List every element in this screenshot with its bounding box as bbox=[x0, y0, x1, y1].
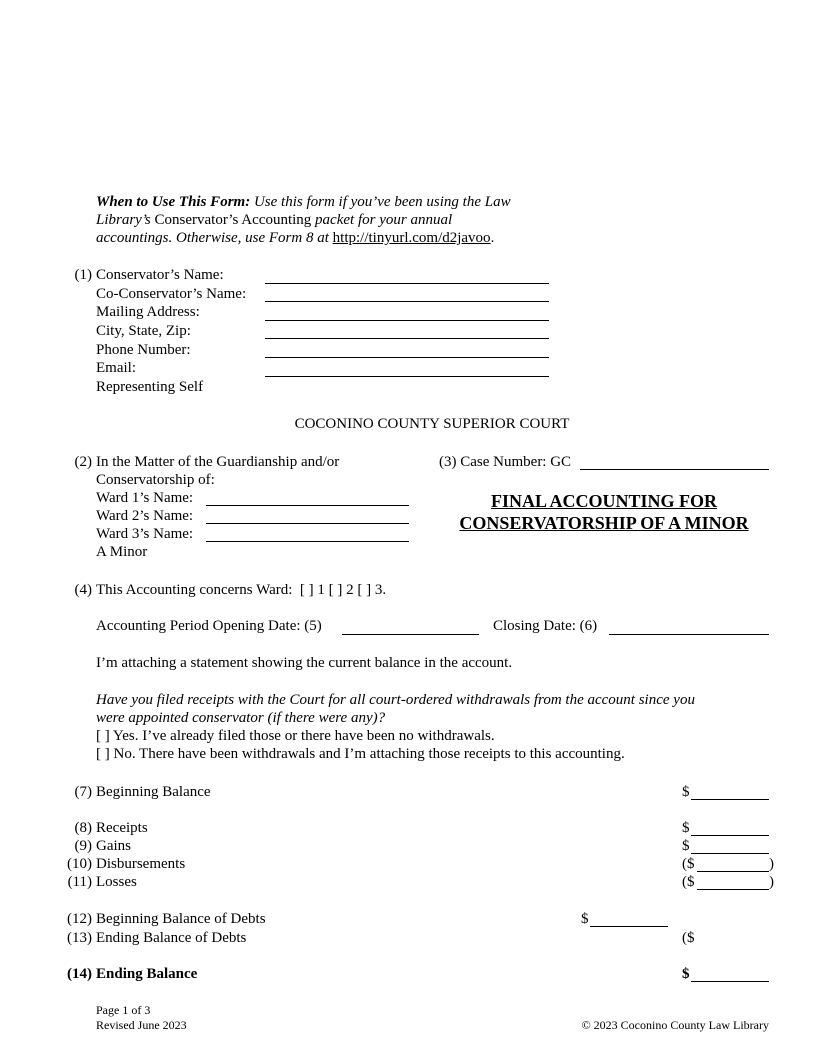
ledger-number-13: (13) bbox=[67, 930, 92, 946]
form-8-link[interactable]: http://tinyurl.com/d2javoo bbox=[332, 230, 491, 246]
ending-balance-field[interactable] bbox=[691, 981, 769, 982]
ending-balance-prefix: $ bbox=[682, 966, 690, 982]
court-name: COCONINO COUNTY SUPERIOR COURT bbox=[294, 416, 570, 432]
matter-line-2: Conservatorship of: bbox=[96, 472, 215, 488]
ending-debts-label: Ending Balance of Debts bbox=[96, 930, 247, 946]
instructions-line-2 bbox=[96, 211, 452, 229]
ledger-number-7: (7) bbox=[74, 784, 92, 800]
ledger-number-9: (9) bbox=[74, 838, 92, 854]
ward-select-checkboxes[interactable]: [ ] 1 [ ] 2 [ ] 3. bbox=[299, 582, 387, 598]
receipts-label: Receipts bbox=[96, 820, 148, 836]
section-number-1: (1) bbox=[74, 267, 92, 283]
receipts-question-line-1: Have you filed receipts with the Court for all court-ordered withdrawals from the account since you bbox=[96, 692, 695, 708]
gains-field[interactable] bbox=[691, 853, 769, 854]
ledger-number-10: (10) bbox=[67, 856, 92, 872]
ledger-number-12: (12) bbox=[67, 911, 92, 927]
city-state-zip-field[interactable] bbox=[265, 338, 549, 339]
instructions-text-2c: packet for your annual bbox=[311, 212, 453, 228]
losses-field[interactable] bbox=[697, 889, 769, 890]
beginning-debts-field[interactable] bbox=[590, 926, 668, 927]
section-number-4: (4) bbox=[74, 582, 92, 598]
form-title-line-2: CONSERVATORSHIP OF A MINOR bbox=[459, 513, 749, 533]
disbursements-label: Disbursements bbox=[96, 856, 186, 872]
receipts-field[interactable] bbox=[691, 835, 769, 836]
beginning-balance-label: Beginning Balance bbox=[96, 784, 211, 800]
instructions-text-2a: Library’s bbox=[96, 212, 155, 228]
ward-2-label: Ward 2’s Name: bbox=[96, 508, 194, 524]
statement-text: I’m attaching a statement showing the current balance in the account. bbox=[96, 655, 513, 671]
losses-label: Losses bbox=[96, 874, 137, 890]
closing-date-label: Closing Date: (6) bbox=[493, 618, 598, 634]
ledger-number-8: (8) bbox=[74, 820, 92, 836]
beginning-balance-field[interactable] bbox=[691, 799, 769, 800]
receipts-prefix: $ bbox=[682, 820, 690, 836]
instructions-text-1: Use this form if you’ve been using the Law bbox=[250, 194, 511, 210]
ward-select-label: This Accounting concerns Ward: bbox=[96, 582, 293, 598]
instructions-text-3: accountings. Otherwise, use Form 8 at bbox=[96, 230, 333, 246]
form-title-line-1: FINAL ACCOUNTING FOR bbox=[490, 491, 718, 511]
co-conservator-name-label: Co-Conservator’s Name: bbox=[96, 286, 247, 302]
copyright: © 2023 Coconino County Law Library bbox=[581, 1018, 769, 1032]
losses-prefix: ($ bbox=[682, 874, 695, 890]
page-number: Page 1 of 3 bbox=[96, 1003, 151, 1017]
conservator-name-field[interactable] bbox=[265, 283, 549, 284]
mailing-address-label: Mailing Address: bbox=[96, 304, 200, 320]
mailing-address-field[interactable] bbox=[265, 320, 549, 321]
instructions-lead: When to Use This Form: bbox=[96, 194, 251, 210]
receipts-option-yes[interactable]: [ ] Yes. I’ve already filed those or there have been no withdrawals. bbox=[96, 728, 495, 744]
case-number-field[interactable] bbox=[580, 469, 769, 470]
ending-balance-label: Ending Balance bbox=[96, 966, 198, 982]
disbursements-suffix: ) bbox=[769, 856, 774, 872]
ward-1-label: Ward 1’s Name: bbox=[96, 490, 194, 506]
opening-date-label: Accounting Period Opening Date: (5) bbox=[96, 618, 322, 634]
a-minor-label: A Minor bbox=[96, 544, 148, 560]
conservator-name-label: Conservator’s Name: bbox=[96, 267, 224, 283]
instructions-text-3-end: . bbox=[490, 230, 495, 246]
instructions-line-3 bbox=[96, 229, 494, 247]
closing-date-field[interactable] bbox=[609, 634, 769, 635]
receipts-option-no[interactable]: [ ] No. There have been withdrawals and I’m attaching those receipts to this accounting. bbox=[96, 746, 625, 762]
ward-select bbox=[96, 581, 386, 599]
ledger-number-11: (11) bbox=[67, 874, 92, 890]
ending-debts-prefix: ($ bbox=[682, 930, 695, 946]
beginning-balance-prefix: $ bbox=[682, 784, 690, 800]
beginning-debts-label: Beginning Balance of Debts bbox=[96, 911, 266, 927]
revised-date: Revised June 2023 bbox=[96, 1018, 187, 1032]
case-number-label bbox=[439, 453, 571, 471]
disbursements-field[interactable] bbox=[697, 871, 769, 872]
ward-1-name-field[interactable] bbox=[206, 505, 409, 506]
email-field[interactable] bbox=[265, 376, 549, 377]
city-state-zip-label: City, State, Zip: bbox=[96, 323, 191, 339]
email-label: Email: bbox=[96, 360, 136, 376]
packet-name: Conservator’s Accounting bbox=[154, 212, 312, 228]
case-number-text: Case Number: GC bbox=[460, 454, 572, 470]
receipts-question-line-2: were appointed conservator (if there were any)? bbox=[96, 710, 386, 726]
phone-number-label: Phone Number: bbox=[96, 342, 191, 358]
gains-label: Gains bbox=[96, 838, 131, 854]
ledger-number-14: (14) bbox=[67, 966, 92, 982]
losses-suffix: ) bbox=[769, 874, 774, 890]
matter-line-1: In the Matter of the Guardianship and/or bbox=[96, 454, 340, 470]
instructions-line-1 bbox=[96, 193, 511, 211]
co-conservator-name-field[interactable] bbox=[265, 301, 549, 302]
phone-number-field[interactable] bbox=[265, 357, 549, 358]
ward-3-name-field[interactable] bbox=[206, 541, 409, 542]
ward-2-name-field[interactable] bbox=[206, 523, 409, 524]
opening-date-field[interactable] bbox=[342, 634, 479, 635]
disbursements-prefix: ($ bbox=[682, 856, 695, 872]
section-number-2: (2) bbox=[74, 454, 92, 470]
ward-3-label: Ward 3’s Name: bbox=[96, 526, 194, 542]
beginning-debts-prefix: $ bbox=[581, 911, 589, 927]
representing-self: Representing Self bbox=[96, 379, 204, 395]
gains-prefix: $ bbox=[682, 838, 690, 854]
section-number-3: (3) bbox=[439, 454, 457, 470]
